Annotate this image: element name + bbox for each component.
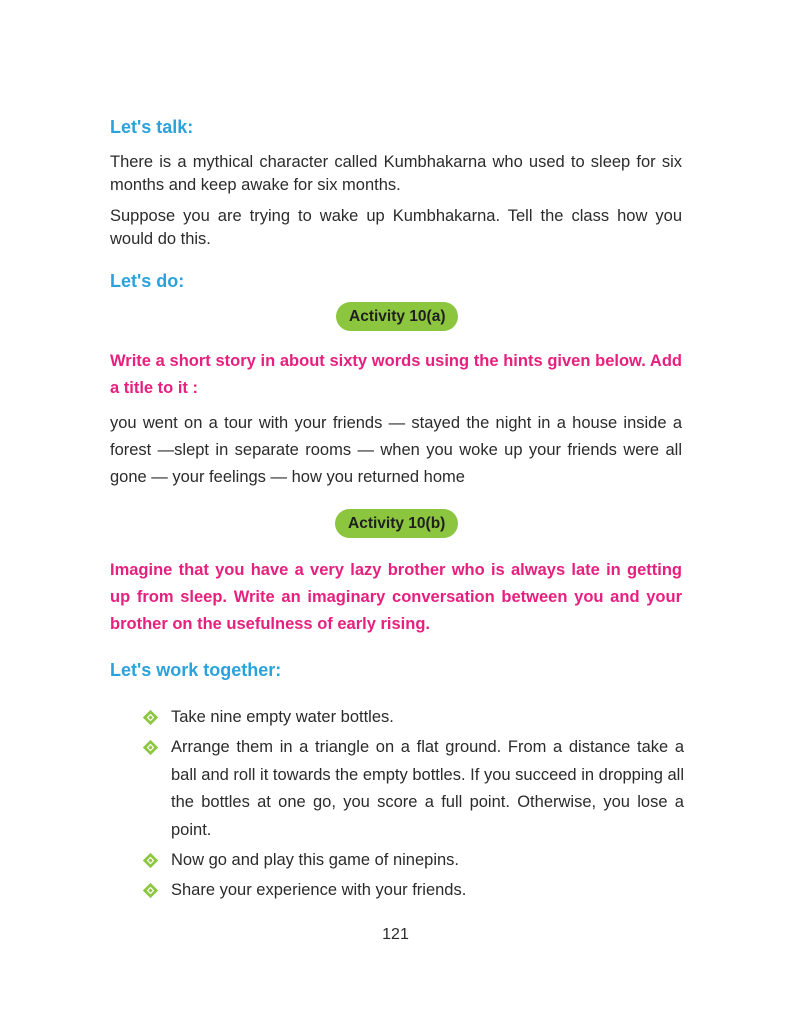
list-item-text: Take nine empty water bottles. bbox=[171, 708, 394, 726]
activity-10b-instruction: Imagine that you have a very lazy brother who is always late in getting up from sleep. Write an imaginary conversation between you and your brother on the usefulness of early rising. bbox=[110, 561, 682, 633]
diamond-bullet-icon bbox=[142, 739, 159, 756]
activity-10a-hints: you went on a tour with your friends — stayed the night in a house inside a forest —slept in separate rooms — when you woke up your friends were all gone — your feelings — how you returned home bbox=[110, 414, 682, 486]
list-item-text: Now go and play this game of ninepins. bbox=[171, 850, 460, 869]
lets-talk-heading: Let's talk: bbox=[110, 117, 194, 137]
list-item-text: Share your experience with your friends. bbox=[171, 880, 467, 899]
activity-10a-instruction: Write a short story in about sixty words using the hints given below. Add a title to it : bbox=[110, 352, 682, 397]
work-together-list bbox=[142, 704, 684, 907]
lets-work-together-heading: Let's work together: bbox=[110, 660, 282, 680]
diamond-bullet-icon bbox=[142, 709, 159, 726]
list-item-text: Arrange them in a triangle on a flat ground. From a distance take a ball and roll it towards the empty bottles. If you succeed in dropping all the bottles at one go, you score a full point. Otherwise, you lose a point. bbox=[171, 738, 684, 839]
list-item bbox=[142, 877, 684, 905]
diamond-bullet-icon bbox=[142, 882, 159, 899]
activity-10b-badge: Activity 10(b) bbox=[335, 509, 458, 538]
lets-do-heading: Let's do: bbox=[110, 271, 185, 291]
activity-10a-badge: Activity 10(a) bbox=[336, 302, 458, 331]
list-item bbox=[142, 704, 684, 732]
talk-paragraph-2: Suppose you are trying to wake up Kumbhakarna. Tell the class how you would do this. bbox=[110, 207, 682, 248]
diamond-bullet-icon bbox=[142, 852, 159, 869]
list-item bbox=[142, 734, 684, 844]
talk-paragraph-1: There is a mythical character called Kumbhakarna who used to sleep for six months and keep awake for six months. bbox=[110, 153, 682, 194]
list-item bbox=[142, 847, 684, 875]
page-number: 121 bbox=[382, 926, 409, 943]
